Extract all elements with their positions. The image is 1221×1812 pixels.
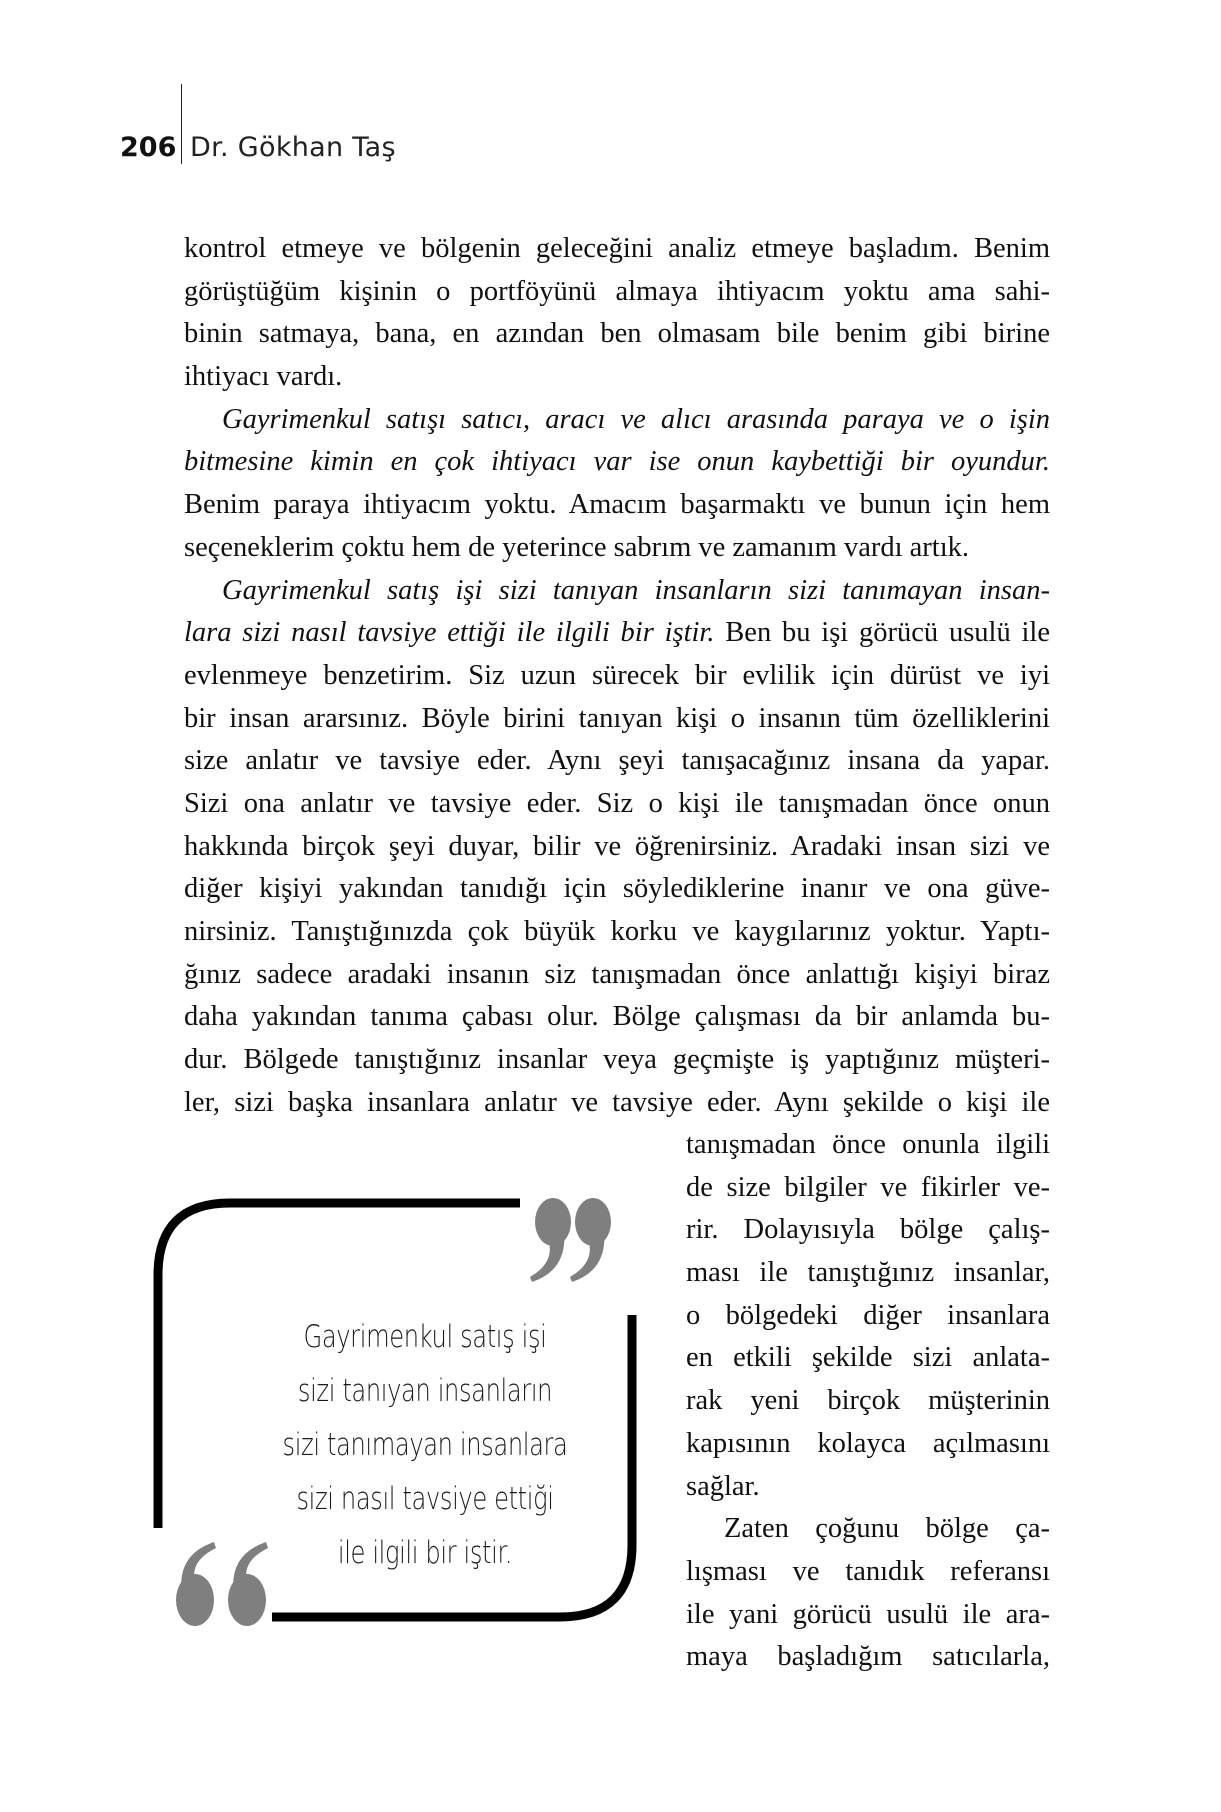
running-header — [0, 0, 1221, 170]
text-line — [184, 527, 1050, 570]
text-line — [184, 1082, 1050, 1125]
header-divider — [181, 84, 182, 164]
text-run: kontrol etmeye ve bölgenin geleceğini analiz etmeye başladım. Benim — [184, 233, 1050, 264]
text-run: ler, sizi başka insanlara anlatır ve tavsiye eder. Aynı şekilde o kişi ile — [184, 1086, 1050, 1118]
text-line — [184, 655, 1050, 698]
text-run: hakkında birçok şeyi duyar, bilir ve öğrenirsiniz. Aradaki insan sizi ve — [184, 830, 1050, 862]
text-run: nirsiniz. Tanıştığınızda çok büyük korku ve kaygılarınız yoktur. Yaptı- — [184, 916, 1050, 947]
pull-quote-line: sizi nasıl tavsiye ettiği — [296, 1481, 554, 1517]
pull-quote-callout — [150, 1170, 650, 1670]
body-text-wrapped-column — [686, 1124, 1050, 1679]
text-run: Benim paraya ihtiyacım yoktu. Amacım başarmaktı ve bunun için hem — [184, 489, 1050, 521]
text-line — [184, 441, 1050, 484]
text-line — [184, 868, 1050, 911]
pull-quote-line: Gayrimenkul satış işi — [303, 1319, 547, 1355]
pull-quote-line: sizi tanımayan insanlara — [282, 1427, 568, 1463]
text-line — [184, 698, 1050, 741]
italic-emphasis: Gayrimenkul satış işi sizi tanıyan insanların sizi tanımayan insan- — [222, 574, 1050, 606]
text-run: seçeneklerim çoktu hem de yeterince sabrım ve zamanım vardı artık. — [184, 531, 970, 563]
italic-emphasis: Gayrimenkul satışı satıcı, aracı ve alıcı arasında paraya ve o işin — [222, 403, 1050, 435]
body-text — [184, 228, 1050, 1124]
text-line — [184, 484, 1050, 527]
pull-quote-line: sizi tanıyan insanların — [297, 1373, 553, 1409]
text-line: sağlar. — [686, 1470, 760, 1502]
text-run: binin satmaya, bana, en azından ben olmasam bile benim gibi birine — [184, 318, 1050, 350]
text-line — [184, 783, 1050, 826]
italic-emphasis: bitmesine kimin en çok ihtiyacı var ise onun kaybettiği bir oyundur. — [184, 446, 1050, 478]
text-line: tanışmadan önce onunla ilgili — [686, 1129, 1050, 1160]
text-line: ile yani görücü usulü ile ara- — [686, 1598, 1050, 1630]
text-line: rir. Dolayısıyla bölge çalış- — [686, 1214, 1050, 1246]
text-run: daha yakından tanıma çabası olur. Bölge çalışması da bir anlamda bu- — [184, 1001, 1050, 1033]
pull-quote-text — [281, 1310, 570, 1580]
text-line: de size bilgiler ve fikirler ve- — [686, 1171, 1050, 1203]
text-line: lışması ve tanıdık referansı — [686, 1555, 1050, 1587]
text-line: maya başladığım satıcılarla, — [686, 1641, 1050, 1673]
text-line: o bölgedeki diğer insanlara — [686, 1299, 1050, 1331]
text-line: rak yeni birçok müşterinin — [686, 1385, 1050, 1417]
page-number: 206 — [120, 132, 177, 163]
text-run: evlenmeye benzetirim. Siz uzun sürecek bir evlilik için dürüst ve iyi — [184, 659, 1050, 691]
text-run: görüştüğüm kişinin o portföyünü almaya ihtiyacım yoktu ama sahi- — [184, 275, 1050, 307]
text-line — [184, 570, 1050, 613]
quote-open-icon — [176, 1542, 268, 1626]
text-run: Sizi ona anlatır ve tavsiye eder. Siz o kişi ile tanışmadan önce onun — [184, 787, 1050, 819]
text-run: ğınız sadece aradaki insanın siz tanışmadan önce anlattığı kişiyi biraz — [184, 958, 1050, 990]
text-line — [184, 612, 1050, 655]
text-line: en etkili şekilde sizi anlata- — [686, 1342, 1050, 1374]
pull-quote-line: ile ilgili bir iştir. — [337, 1535, 513, 1571]
text-line — [184, 954, 1050, 997]
text-line — [184, 826, 1050, 869]
text-run: bir insan ararsınız. Böyle birini tanıyan kişi o insanın tüm özelliklerini — [184, 702, 1050, 734]
text-line — [184, 399, 1050, 442]
text-line — [184, 911, 1050, 954]
text-line — [184, 313, 1050, 356]
text-line — [184, 356, 1050, 399]
text-line — [184, 1039, 1050, 1082]
text-run: size anlatır ve tavsiye eder. Aynı şeyi tanışacağınız insana da yapar. — [184, 745, 1050, 777]
quote-close-icon — [530, 1198, 611, 1282]
text-run: Ben bu işi görücü usulü ile — [714, 617, 1050, 649]
text-run: ihtiyacı vardı. — [184, 361, 343, 393]
text-line — [184, 228, 1050, 271]
running-head-author: Dr. Gökhan Taş — [190, 132, 396, 163]
text-line — [184, 271, 1050, 314]
text-line: Zaten çoğunu bölge ça- — [724, 1513, 1050, 1545]
text-line: kapısının kolayca açılmasını — [686, 1427, 1050, 1459]
text-line — [184, 996, 1050, 1039]
text-line — [184, 740, 1050, 783]
text-run: dur. Bölgede tanıştığınız insanlar veya geçmişte iş yaptığınız müşteri- — [184, 1044, 1050, 1076]
italic-emphasis: lara sizi nasıl tavsiye ettiği ile ilgili bir iştir. — [184, 617, 715, 649]
text-line: ması ile tanıştığınız insanlar, — [686, 1257, 1050, 1289]
text-run: diğer kişiyi yakından tanıdığı için söylediklerine inanır ve ona güve- — [184, 873, 1050, 905]
